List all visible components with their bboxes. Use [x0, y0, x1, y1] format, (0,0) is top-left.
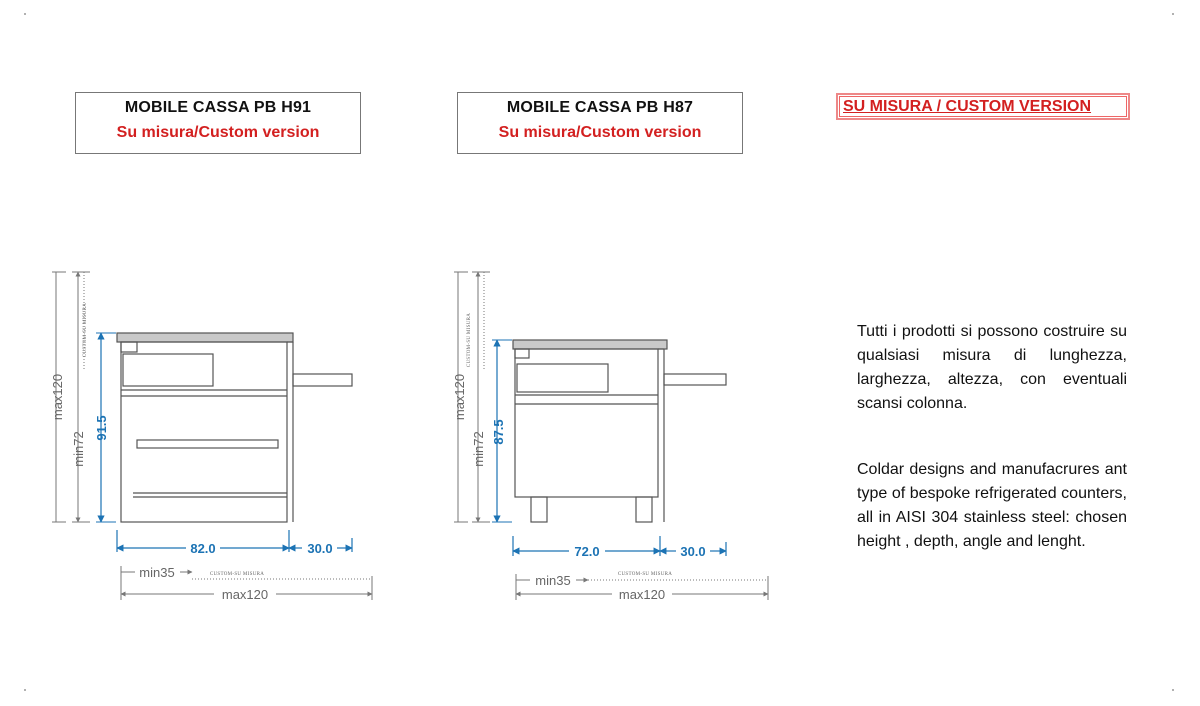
width-dim: 82.0: [190, 541, 216, 556]
drawing-h91: [50, 272, 372, 602]
custom-version-label: SU MISURA / CUSTOM VERSION: [839, 96, 1127, 117]
custom-scale-label: CUSTOM-SU MISURA: [83, 302, 88, 358]
height-dim: 91.5: [94, 415, 109, 441]
description-english: Coldar designs and manufacrures ant type of bespoke refrigerated counters, all in AISI 304 stainless steel: chosen height , depth, angle and lenght.: [857, 461, 1127, 550]
cabinet-outline-h91: [117, 333, 352, 522]
height-max-dim: max120: [452, 373, 467, 421]
custom-scale-label: CUSTOM-SU MISURA: [467, 312, 472, 368]
custom-scale-label: CUSTOM-SU MISURA: [209, 572, 265, 577]
product-name: MOBILE CASSA PB H87: [506, 99, 694, 116]
width-min-dim: min35: [139, 565, 175, 580]
custom-scale-label: CUSTOM-SU MISURA: [617, 572, 673, 577]
width-max-dim: max120: [221, 587, 269, 602]
drawing-h87: [452, 272, 768, 602]
height-min-dim: min72: [71, 431, 86, 467]
product-name: MOBILE CASSA PB H91: [124, 99, 312, 116]
cabinet-outline-h87: [513, 340, 726, 522]
height-max-dim: max120: [50, 373, 65, 421]
shelf-dim: 30.0: [680, 544, 706, 559]
description-italian: Tutti i prodotti si possono costruire su qualsiasi misura di lunghezza, larghezza, altezza, con eventuali scansi colonna.: [857, 323, 1127, 412]
product-subtitle: Su misura/Custom version: [498, 124, 702, 141]
width-dim: 72.0: [574, 544, 600, 559]
width-min-dim: min35: [535, 573, 571, 588]
height-dim: 87.5: [491, 419, 506, 445]
shelf-dim: 30.0: [307, 541, 333, 556]
height-min-dim: min72: [471, 431, 486, 467]
product-subtitle: Su misura/Custom version: [116, 124, 320, 141]
width-max-dim: max120: [618, 587, 666, 602]
